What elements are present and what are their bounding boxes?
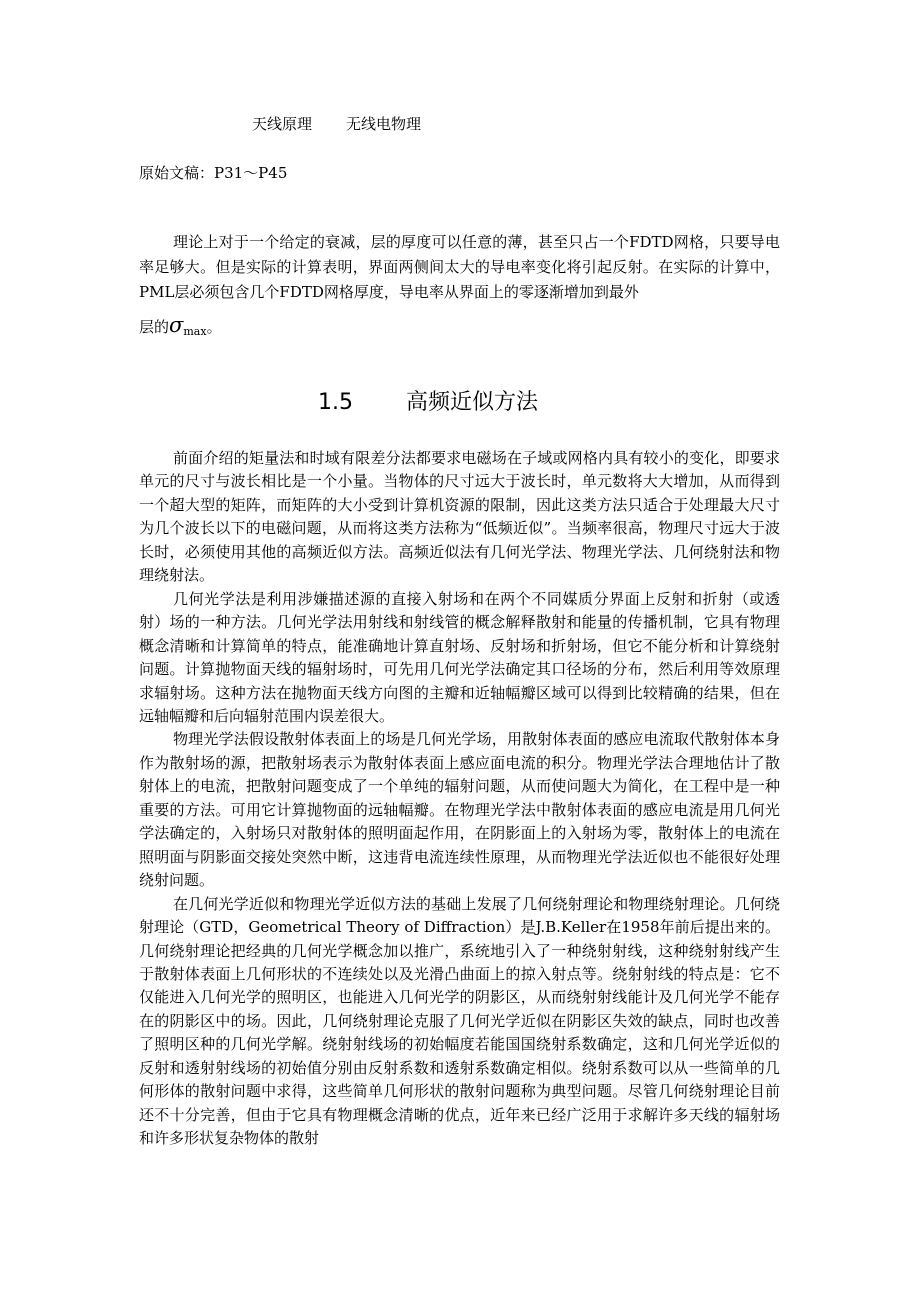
- section-body: [139, 447, 780, 1151]
- paragraph-geometrical-optics: 几何光学法是利用涉嫌描述源的直接入射场和在两个不同媒质分界面上反射和折射（或透射）场的一种方法。几何光学法用射线和射线管的概念解释散射和能量的传播机制，它具有物理概念清晰和计算简单的特点，能准确地计算直射场、反射场和折射场，但它不能分析和计算绕射问题。计算抛物面天线的辐射场时，可先用几何光学法确定其口径场的分布，然后利用等效原理求辐射场。这种方法在抛物面天线方向图的主瓣和近轴幅瓣区域可以得到比较精确的结果，但在远轴幅瓣和后向辐射范围内误差很大。: [139, 589, 780, 725]
- header-course-title: 天线原理: [252, 115, 313, 133]
- intro-paragraph: [139, 230, 780, 352]
- section-title: 高频近似方法: [406, 390, 539, 415]
- paragraph-physical-optics: 物理光学法假设散射体表面上的场是几何光学场，用散射体表面的感应电流取代散射体本身作为散射场的源，把散射场表示为散射体表面上感应面电流的积分。物理光学法合理地估计了散射体上的电流，把散射问题变成了一个单纯的辐射问题，从而使问题大为简化，在工程中是一种重要的方法。可用它计算抛物面的远轴幅瓣。在物理光学法中散射体表面的感应电流是用几何光学法确定的，入射场只对散射体的照明面起作用，在阴影面上的入射场为零，散射体上的电流在照明面与阴影面交接处突然中断，这违背电流连续性原理，从而物理光学法近似也不能很好处理绕射问题。: [139, 730, 780, 890]
- section-number: 1.5: [318, 390, 353, 415]
- header-department: 无线电物理: [346, 115, 422, 133]
- intro-last-suffix: 。: [206, 318, 222, 336]
- source-reference: 原始文稿：P31～P45: [139, 164, 288, 182]
- paragraph-diffraction-theory: 在几何光学近似和物理光学近似方法的基础上发展了几何绕射理论和物理绕射理论。几何绕射理论（GTD，Geometrical Theory of Diffraction）是J.B.Keller在1958年前后提出来的。几何绕射理论把经典的几何光学概念加以推广，系统地引入了一种绕射射线，这种绕射射线产生于散射体表面上几何形状的不连续处以及光滑凸曲面上的掠入射点等。绕射射线的特点是：它不仅能进入几何光学的照明区，也能进入几何光学的阴影区，从而绕射射线能计及几何光学不能存在的阴影区中的场。因此，几何绕射理论克服了几何光学近似在阴影区失效的缺点，同时也改善了照明区种的几何光学解。绕射射线场的初始幅度若能国国绕射系数确定，这和几何光学近似的反射和透射射线场的初始值分别由反射系数和透射系数确定相似。绕射系数可以从一些简单的几何形体的散射问题中求得，这些简单几何形状的散射问题称为典型问题。尽管几何绕射理论目前还不十分完善，但由于它具有物理概念清晰的优点，近年来已经广泛用于求解许多天线的辐射场和许多形状复杂物体的散射: [139, 894, 780, 1148]
- intro-last-prefix: 层的: [139, 318, 170, 336]
- intro-last-line: [139, 313, 222, 338]
- sigma-symbol: σ: [169, 313, 184, 337]
- page-header: [252, 114, 421, 134]
- intro-text: 理论上对于一个给定的衰减，层的厚度可以任意的薄，甚至只占一个FDTD网格，只要导电率足够大。但是实际的计算表明，界面两侧间太大的导电率变化将引起反射。在实际的计算中，PML层必须包含几个FDTD网格厚度，导电率从界面上的零逐渐增加到最外: [139, 233, 780, 301]
- sigma-subscript: max: [183, 325, 207, 338]
- paragraph-low-frequency: 前面介绍的矩量法和时域有限差分法都要求电磁场在子域或网格内具有较小的变化，即要求单元的尺寸与波长相比是一个小量。当物体的尺寸远大于波长时，单元数将大大增加，从而得到一个超大型的矩阵，而矩阵的大小受到计算机资源的限制，因此这类方法只适合于处理最大尺寸为几个波长以下的电磁问题，从而将这类方法称为“低频近似”。当频率很高，物理尺寸远大于波长时，必须使用其他的高频近似方法。高频近似法有几何光学法、物理光学法、几何绕射法和物理绕射法。: [139, 449, 780, 585]
